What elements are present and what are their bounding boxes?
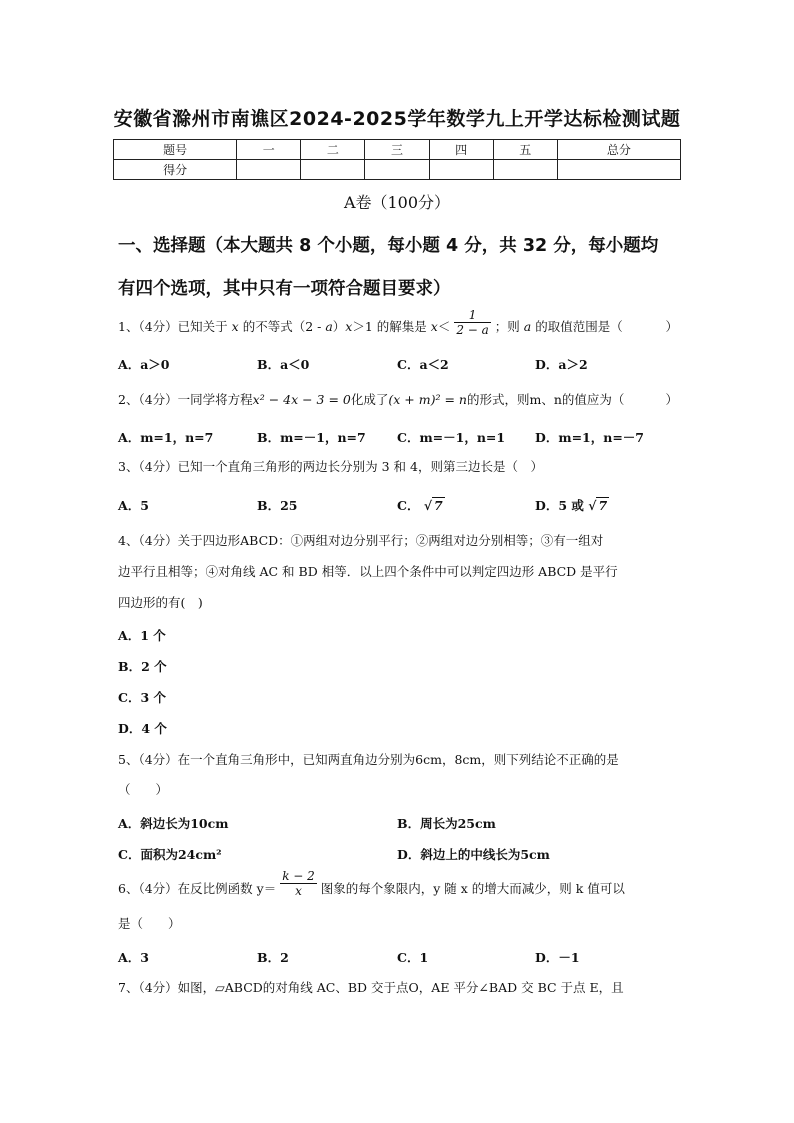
q2-close: ） [665,392,678,407]
score-header-cell: 四 [429,140,493,160]
q3-option-c[interactable] [397,496,445,514]
score-cell[interactable] [237,160,301,180]
sqrt-symbol: √ 7 [588,498,608,513]
q1-var: a [523,319,532,334]
q3-option-c-label: C． [397,498,420,513]
q6-frac-num: k − 2 [282,869,315,883]
section-heading-line2: 有四个选项，其中只有一项符合题目要求） [118,279,451,299]
q6-option-a[interactable]: A．3 [118,950,149,965]
section-heading-line1: 一、选择题（本大题共 8 个小题，每小题 4 分，共 32 分，每小题均 [118,236,659,256]
q6-option-d[interactable]: D．－1 [535,950,580,965]
q5-option-b[interactable]: B．周长为25cm [397,816,496,831]
q2-option-a[interactable]: A．m=1，n=7 [118,430,214,445]
q1-var: x [345,319,353,334]
q6-text: 图象的每个象限内，y 随 x 的增大而减少，则 k 值可以 [320,881,625,896]
q3-option-a[interactable]: A．5 [118,498,149,513]
q2-text: 的形式，则m、n的值应为（ [466,392,625,407]
question-2 [118,391,678,409]
q1-text: 的取值范围是（ [535,319,623,334]
q6-text: 6、（4分）在反比例函数 y＝ [118,881,277,896]
q5-option-c[interactable]: C．面积为24cm² [118,847,222,862]
q3-sqrt-value: 7 [434,498,443,513]
score-cell[interactable] [493,160,557,180]
score-header-cell: 三 [365,140,429,160]
score-header-cell: 一 [237,140,301,160]
question-7: 7、（4分）如图，▱ABCD的对角线 AC、BD 交于点O，AE 平分∠BAD 交 BC 于点 E，且 [118,980,624,995]
q1-text: 1、（4分）已知关于 [118,319,228,334]
q1-fraction [454,308,490,337]
score-header-cell: 题号 [114,140,237,160]
q6-option-c[interactable]: C．1 [397,950,429,965]
score-header-cell: 总分 [557,140,680,160]
q1-text: ＜ [437,319,451,334]
q3-option-d[interactable] [535,496,609,514]
question-6 [118,869,678,898]
score-header-cell: 二 [301,140,365,160]
q2-equation: x² − 4x − 3 = 0 [252,392,351,407]
q4-option-d[interactable]: D．4 个 [118,721,167,736]
q1-option-a[interactable]: A．a＞0 [118,357,170,372]
score-table-score-row [114,160,681,180]
q6-fraction [280,869,317,898]
q5-option-a[interactable]: A．斜边长为10cm [118,816,229,831]
question-1 [118,308,678,337]
q2-text: 2、（4分）一同学将方程 [118,392,253,407]
score-table [113,139,681,180]
q3-option-d-label: D．5 或 [535,498,589,513]
q1-close: ） [665,319,678,334]
q2-equation: (x + m)² = n [388,392,467,407]
score-header-cell: 五 [493,140,557,160]
q2-option-b[interactable]: B．m=－1，n=7 [257,430,366,445]
q3-option-b[interactable]: B．25 [257,498,298,513]
question-4-line3: 四边形的有( ) [118,595,203,610]
q1-var: a [325,319,333,334]
q1-text: ＞1 的解集是 [352,319,427,334]
q4-option-c[interactable]: C．3 个 [118,690,166,705]
q3-sqrt-value: 7 [598,498,608,513]
q1-text: ；则 [494,319,520,334]
question-5-line1: 5、（4分）在一个直角三角形中，已知两直角边分别为6cm，8cm，则下列结论不正确的是 [118,752,619,767]
q1-frac-den: 2 − a [456,323,489,337]
score-row-label: 得分 [114,160,237,180]
q2-option-c[interactable]: C．m=－1，n=1 [397,430,506,445]
q1-var: x [231,319,239,334]
q1-option-c[interactable]: C．a＜2 [397,357,449,372]
q1-text: ） [332,319,346,334]
q1-var: x [430,319,438,334]
score-cell[interactable] [365,160,429,180]
sqrt-symbol: √ 7 [423,498,443,513]
q4-option-b[interactable]: B．2 个 [118,659,167,674]
question-4-line1: 4、（4分）关于四边形ABCD：①两组对边分别平行；②两组对边分别相等；③有一组对 [118,533,604,548]
q1-frac-num: 1 [468,308,477,322]
q1-option-d[interactable]: D．a＞2 [535,357,588,372]
score-cell[interactable] [429,160,493,180]
question-5-line2: （ ） [118,782,169,797]
page-title: 安徽省滁州市南谯区2024-2025学年数学九上开学达标检测试题 [113,108,681,130]
q6-frac-den: x [280,883,317,898]
q4-option-a[interactable]: A．1 个 [118,628,166,643]
q2-text: 化成了 [350,392,389,407]
section-title: A卷（100分） [343,193,451,212]
score-cell[interactable] [301,160,365,180]
score-table-header-row [114,140,681,160]
question-6-line2: 是（ ） [118,916,181,931]
q2-option-d[interactable]: D．m=1，n=－7 [535,430,644,445]
q1-option-b[interactable]: B．a＜0 [257,357,310,372]
q6-option-b[interactable]: B．2 [257,950,289,965]
question-3: 3、（4分）已知一个直角三角形的两边长分别为 3 和 4，则第三边长是（ ） [118,459,543,474]
q5-option-d[interactable]: D．斜边上的中线长为5cm [397,847,550,862]
question-4-line2: 边平行且相等；④对角线 AC 和 BD 相等．以上四个条件中可以判定四边形 ABCD 是平行 [118,564,618,579]
score-cell[interactable] [557,160,680,180]
q1-text: 的不等式（2 - [242,319,326,334]
